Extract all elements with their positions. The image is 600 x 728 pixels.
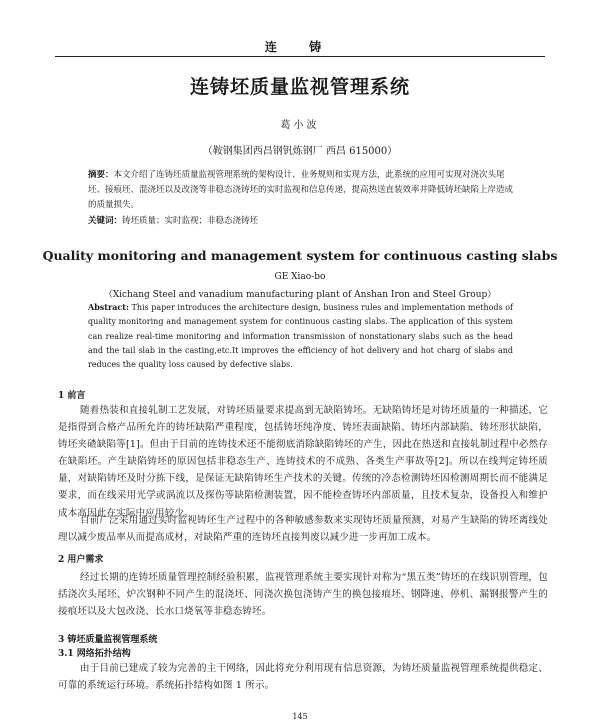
affiliation-chinese: （鞍钢集团西昌钢钒炼钢厂 西昌 615000） (202, 146, 398, 157)
author-chinese: 葛小波 (280, 120, 320, 131)
abstract-label-english: Abstract: (88, 302, 129, 312)
abstract-text-english: This paper introduces the architecture design, business rules and implementation methods of quality monitoring and management system for continuous casting slabs. The application of this system can realize real-time monitoring and information transmission of nonstationary slabs such as the head and the tail slab in the casting,etc.It improves the efficiency of hot delivery and hot charg of slabs and reduces the quality loss caused by defective slabs. (88, 303, 513, 370)
abstract-label-chinese: 摘要： (88, 170, 114, 180)
section-1-paragraph: 随着热装和直接轧制工艺发展，对铸坯质量要求提高到无缺陷铸坯。无缺陷铸坯是对铸坯质量的一种描述，它是指得到合格产品所允许的铸坯缺陷严重程度，包括铸坯纯净度、铸坯表面缺陷、铸坯内部缺陷、铸坯形状缺陷，铸坯夹碴缺陷等[1]。但由于目前的连铸技术还不能彻底消除缺陷铸坯的产生，因此在热送和直接轧制过程中必然存在缺陷坯。产生缺陷铸坯的原因包括非稳态生产、连铸技术的不成熟、各类生产事故等[2]。所以在线判定铸坯质量，对缺陷铸坯及时分拣下线，是保证无缺陷铸坯生产技术的关键。传统的冷态检测铸坯因检测周期长而不能满足要求，而在线采用光学或涡流以及探伤等缺陷检测装置，因不能检查铸坯内部质量，且技术复杂，设备投入和维护成本高因此在实际中应用较少。 (58, 405, 548, 519)
keywords-chinese (88, 214, 518, 226)
title-chinese: 连铸坯质量监视管理系统 (189, 76, 410, 98)
section-3-1-heading: 3.1 网络拓扑结构 (58, 649, 131, 659)
page-number: 145 (292, 712, 308, 721)
keywords-text-chinese: 铸坯质量；实时监视；非稳态浇铸坯 (122, 216, 259, 226)
running-header: 连 铸 (264, 40, 336, 54)
section-3-heading: 3 铸坯质量监视管理系统 (58, 635, 158, 645)
keywords-label-chinese: 关键词： (88, 216, 123, 226)
affiliation-english: （Xichang Steel and vanadium manufacturing plant of Anshan Iron and Steel Group） (103, 290, 497, 300)
abstract-english (88, 300, 513, 372)
title-english: Quality monitoring and management system for continuous casting slabs (42, 248, 558, 263)
section-2-paragraph: 经过长期的连铸坯质量管理控制经验积累，监视管理系统主要实现针对称为“黑五类”铸坯的在线识别管理，包括浇次头尾坯、炉次钢种不同产生的混浇坯、同浇次换包浇铸产生的换包接痕坯、钢降速、停机、漏钢报警产生的接痕坯以及大包改浇、长水口烧氧等非稳态铸坯。 (58, 572, 548, 618)
author-english: GE Xiao-bo (274, 272, 326, 282)
abstract-chinese (88, 168, 518, 213)
section-3-1-paragraph: 由于目前已建成了较为完善的主干网络，因此将充分利用现有信息资源，为铸坯质量监视管理系统提供稳定、可靠的系统运行环境。系统拓扑结构如图 1 所示。 (58, 663, 548, 692)
header-rule (55, 56, 545, 57)
section-1-paragraph-2: 目前广泛采用通过实时监视铸坯生产过程中的各种敏感参数来实现铸坯质量预测，对易产生缺陷的铸坯离线处理以减少废品率从而提高成材，对缺陷严重的连铸坯直接判废以减少进一步再加工成本。 (58, 515, 548, 544)
abstract-text-chinese: 本文介绍了连铸坯质量监视管理系统的架构设计、业务规则和实现方法，此系统的应用可实现对浇次头尾坯、接痕坯、混浇坯以及改浇等非稳态浇铸坯的实时监视和信息传递，提高热送直装效率并降低铸坯缺陷上岸造成的质量损失。 (88, 170, 514, 210)
section-2-heading: 2 用户需求 (58, 555, 104, 565)
section-1-heading: 1 前言 (58, 391, 86, 401)
